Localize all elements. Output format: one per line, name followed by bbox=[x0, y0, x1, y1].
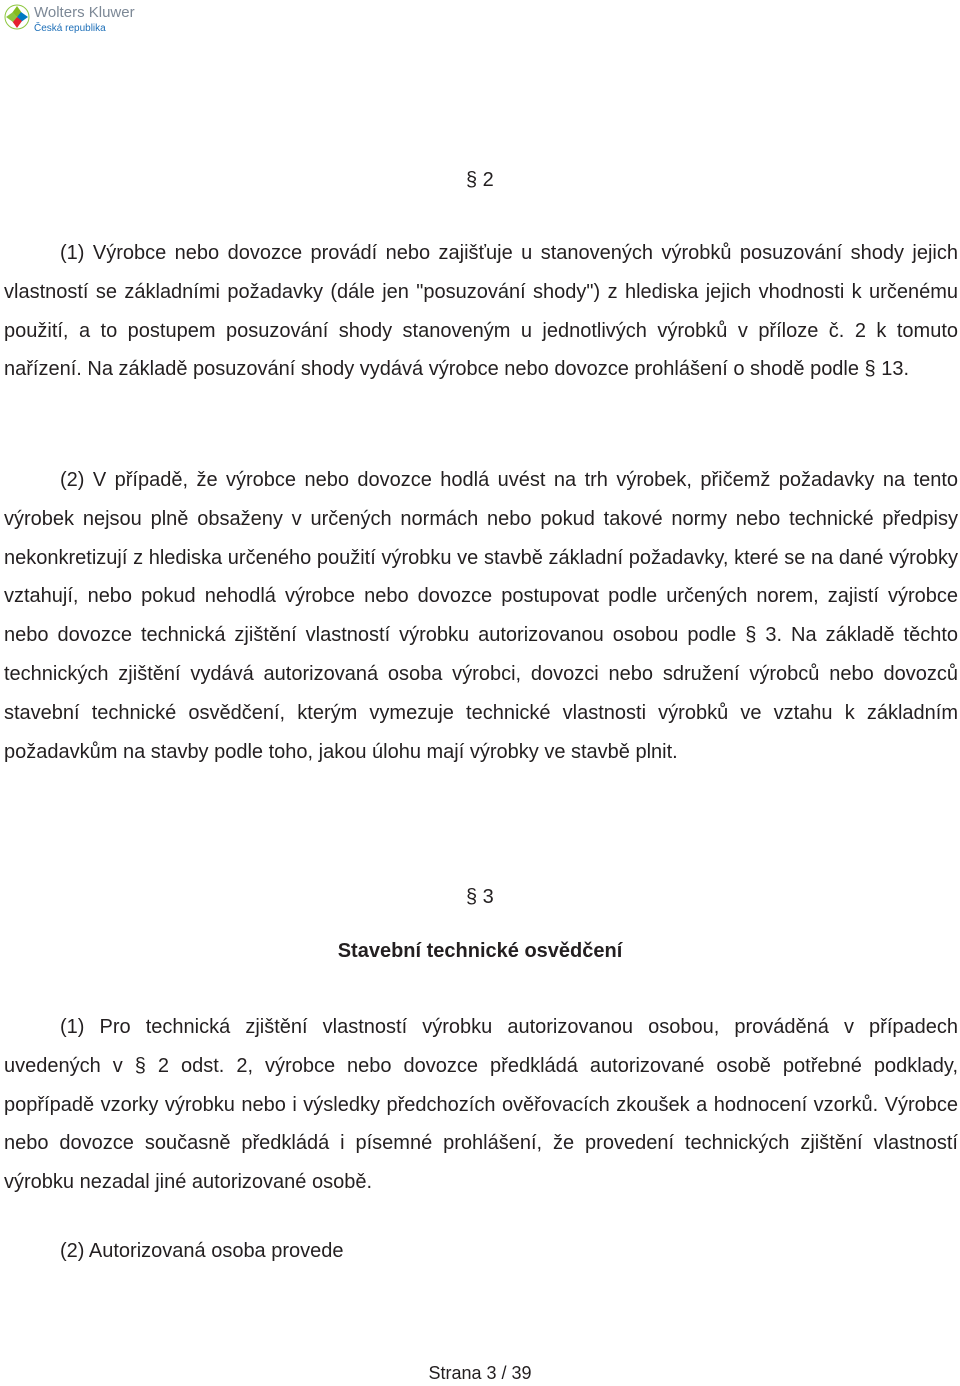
wolters-kluwer-logo-icon bbox=[4, 4, 30, 30]
section-2-paragraph-2-text: (2) V případě, že výrobce nebo dovozce hodlá uvést na trh výrobek, přičemž požadavky na tento výrobek nejsou plně obsaženy v určených normách nebo pokud takové normy nebo technické předpisy nekonkretizují z hlediska určeného použití výrobku ve stavbě základní požadavky, které se na dané výrobky vztahují, nebo pokud nehodlá výrobce nebo dovozce postupovat podle určených norem, zajistí výrobce nebo dovozce technická zjištění vlastností výrobku autorizovanou osobou podle § 3. Na základě těchto technických zjištění vydává autorizovaná osoba výrobci, dovozci nebo sdružení výrobců nebo dovozců stavební technické osvědčení, kterým vymezuje technické vlastnosti výrobků ve vztahu k základním požadavkům na stavby podle toho, jakou úlohu mají výrobky ve stavbě plnit. bbox=[4, 469, 958, 763]
section-2-paragraph-1-text: (1) Výrobce nebo dovozce provádí nebo zajišťuje u stanovených výrobků posuzování shody jejich vlastností se základními požadavky (dále jen "posuzování shody") z hlediska jejich vhodnosti k určenému použití, a to postupem posuzování shody stanoveným u jednotlivých výrobků v příloze č. 2 k tomuto nařízení. Na základě posuzování shody vydává výrobce nebo dovozce prohlášení o shodě podle § 13. bbox=[4, 242, 958, 381]
logo-name: Wolters Kluwer bbox=[34, 4, 135, 21]
section-3-mark: § 3 bbox=[466, 886, 494, 908]
wolters-kluwer-logo bbox=[4, 4, 154, 40]
section-3-paragraph-1-text: (1) Pro technická zjištění vlastností výrobku autorizovanou osobou, prováděná v případech uvedených v § 2 odst. 2, výrobce nebo dovozce předkládá autorizované osobě potřebné podklady, popřípadě vzorky výrobku nebo i výsledky předchozích ověřovacích zkoušek a hodnocení vzorků. Výrobce nebo dovozce současně předkládá i písemné prohlášení, že provedení technických zjištění vlastností výrobku nezadal jiné autorizované osobě. bbox=[4, 1016, 958, 1194]
section-3-paragraph-1 bbox=[4, 1008, 958, 1202]
page-number: Strana 3 / 39 bbox=[428, 1363, 532, 1383]
logo-subtitle: Česká republika bbox=[34, 23, 106, 34]
section-3-paragraph-2: (2) Autorizovaná osoba provede bbox=[60, 1240, 344, 1262]
section-2-mark: § 2 bbox=[466, 169, 494, 191]
section-2-paragraph-1 bbox=[4, 234, 958, 389]
section-3-heading: Stavební technické osvědčení bbox=[337, 940, 623, 962]
section-2-paragraph-2 bbox=[4, 461, 958, 771]
